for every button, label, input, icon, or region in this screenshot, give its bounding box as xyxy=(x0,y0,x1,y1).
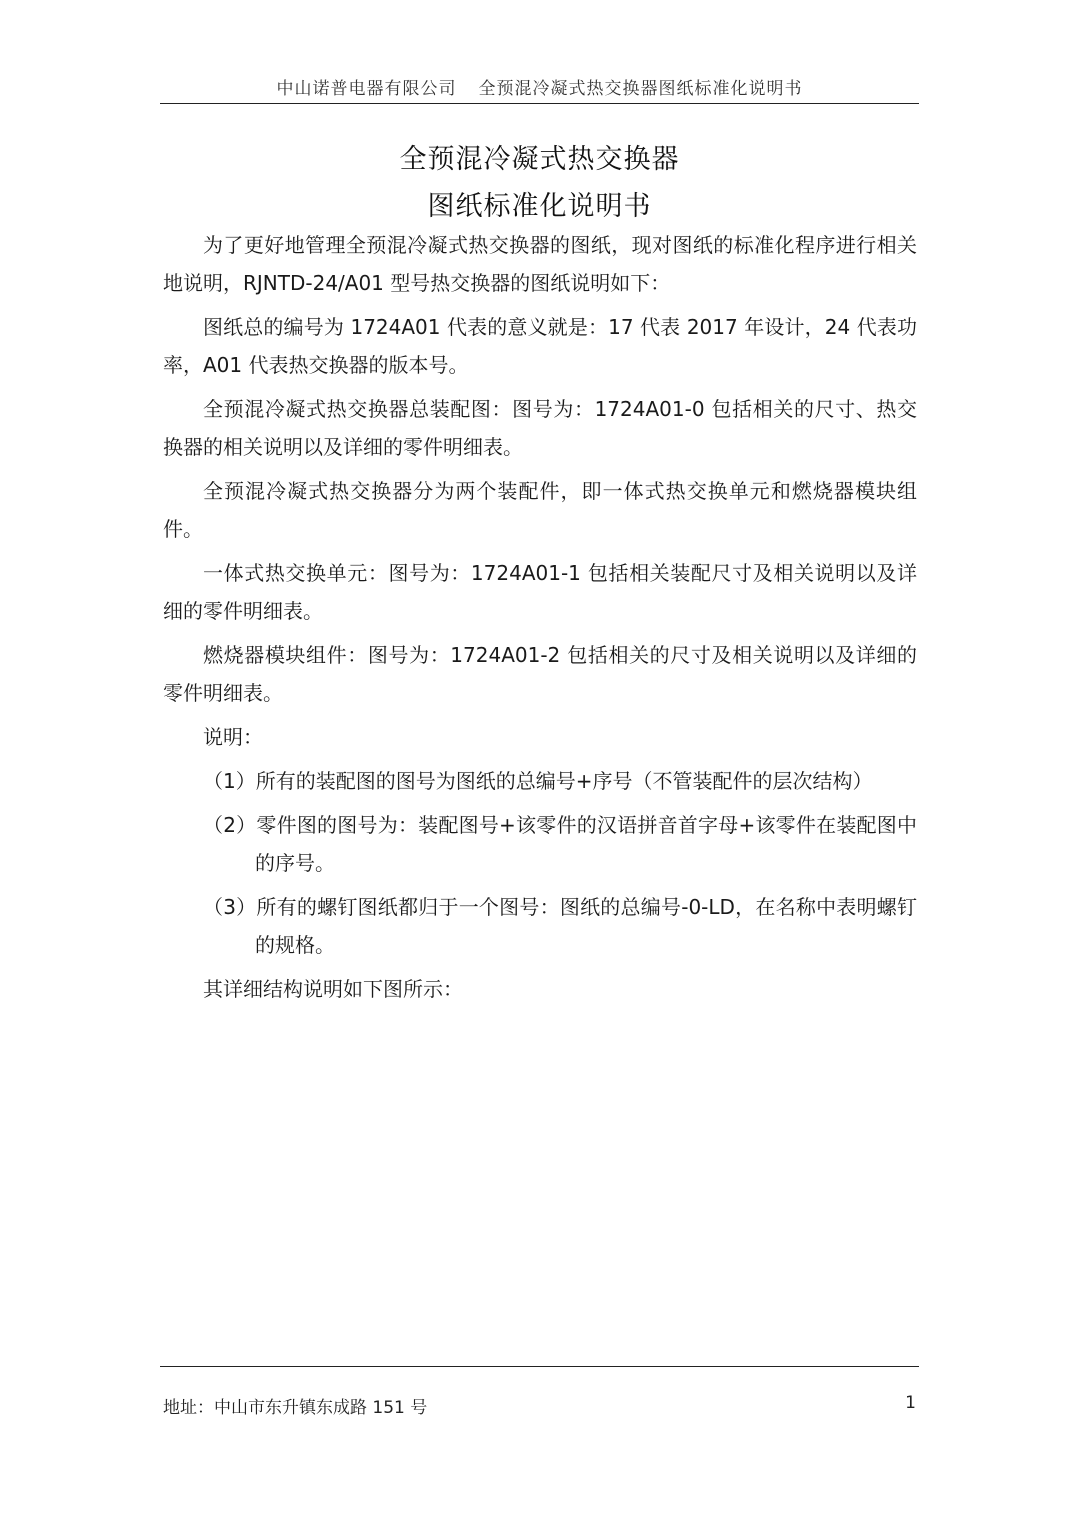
body-paragraph: 一体式热交换单元：图号为：1724A01-1 包括相关装配尺寸及相关说明以及详细的零件明细表。 xyxy=(163,561,917,623)
document-body xyxy=(163,226,917,1008)
page-number: 1 xyxy=(905,1393,916,1413)
body-paragraph: 全预混冷凝式热交换器分为两个装配件，即一体式热交换单元和燃烧器模块组件。 xyxy=(163,479,917,541)
header-company-name: 中山诺普电器有限公司 xyxy=(276,79,457,99)
body-paragraph: 全预混冷凝式热交换器总装配图：图号为：1724A01-0 包括相关的尺寸、热交换器的相关说明以及详细的零件明细表。 xyxy=(163,397,917,459)
document-title-line-1: 全预混冷凝式热交换器 xyxy=(399,144,680,175)
running-header xyxy=(160,74,919,104)
body-paragraph: 图纸总的编号为 1724A01 代表的意义就是：17 代表 2017 年设计，24 代表功率，A01 代表热交换器的版本号。 xyxy=(163,315,917,377)
notes-label: 说明： xyxy=(203,725,263,749)
footer-divider xyxy=(160,1366,919,1367)
header-divider xyxy=(160,103,919,104)
note-item: （1）所有的装配图的图号为图纸的总编号+序号（不管装配件的层次结构） xyxy=(203,769,873,793)
document-title-line-2: 图纸标准化说明书 xyxy=(427,191,652,222)
body-paragraph: 为了更好地管理全预混冷凝式热交换器的图纸，现对图纸的标准化程序进行相关地说明，RJNTD-24/A01 型号热交换器的图纸说明如下： xyxy=(163,233,917,295)
footer-address: 地址：中山市东升镇东成路 151 号 xyxy=(163,1398,428,1418)
header-document-title: 全预混冷凝式热交换器图纸标准化说明书 xyxy=(478,79,803,99)
closing-sentence: 其详细结构说明如下图所示： xyxy=(203,977,463,1001)
body-paragraph: 燃烧器模块组件：图号为：1724A01-2 包括相关的尺寸及相关说明以及详细的零件明细表。 xyxy=(163,643,917,705)
note-item: （2）零件图的图号为：装配图号+该零件的汉语拼音首字母+该零件在装配图中的序号。 xyxy=(203,813,917,875)
note-item: （3）所有的螺钉图纸都归于一个图号：图纸的总编号-0-LD，在名称中表明螺钉的规格。 xyxy=(203,895,917,957)
